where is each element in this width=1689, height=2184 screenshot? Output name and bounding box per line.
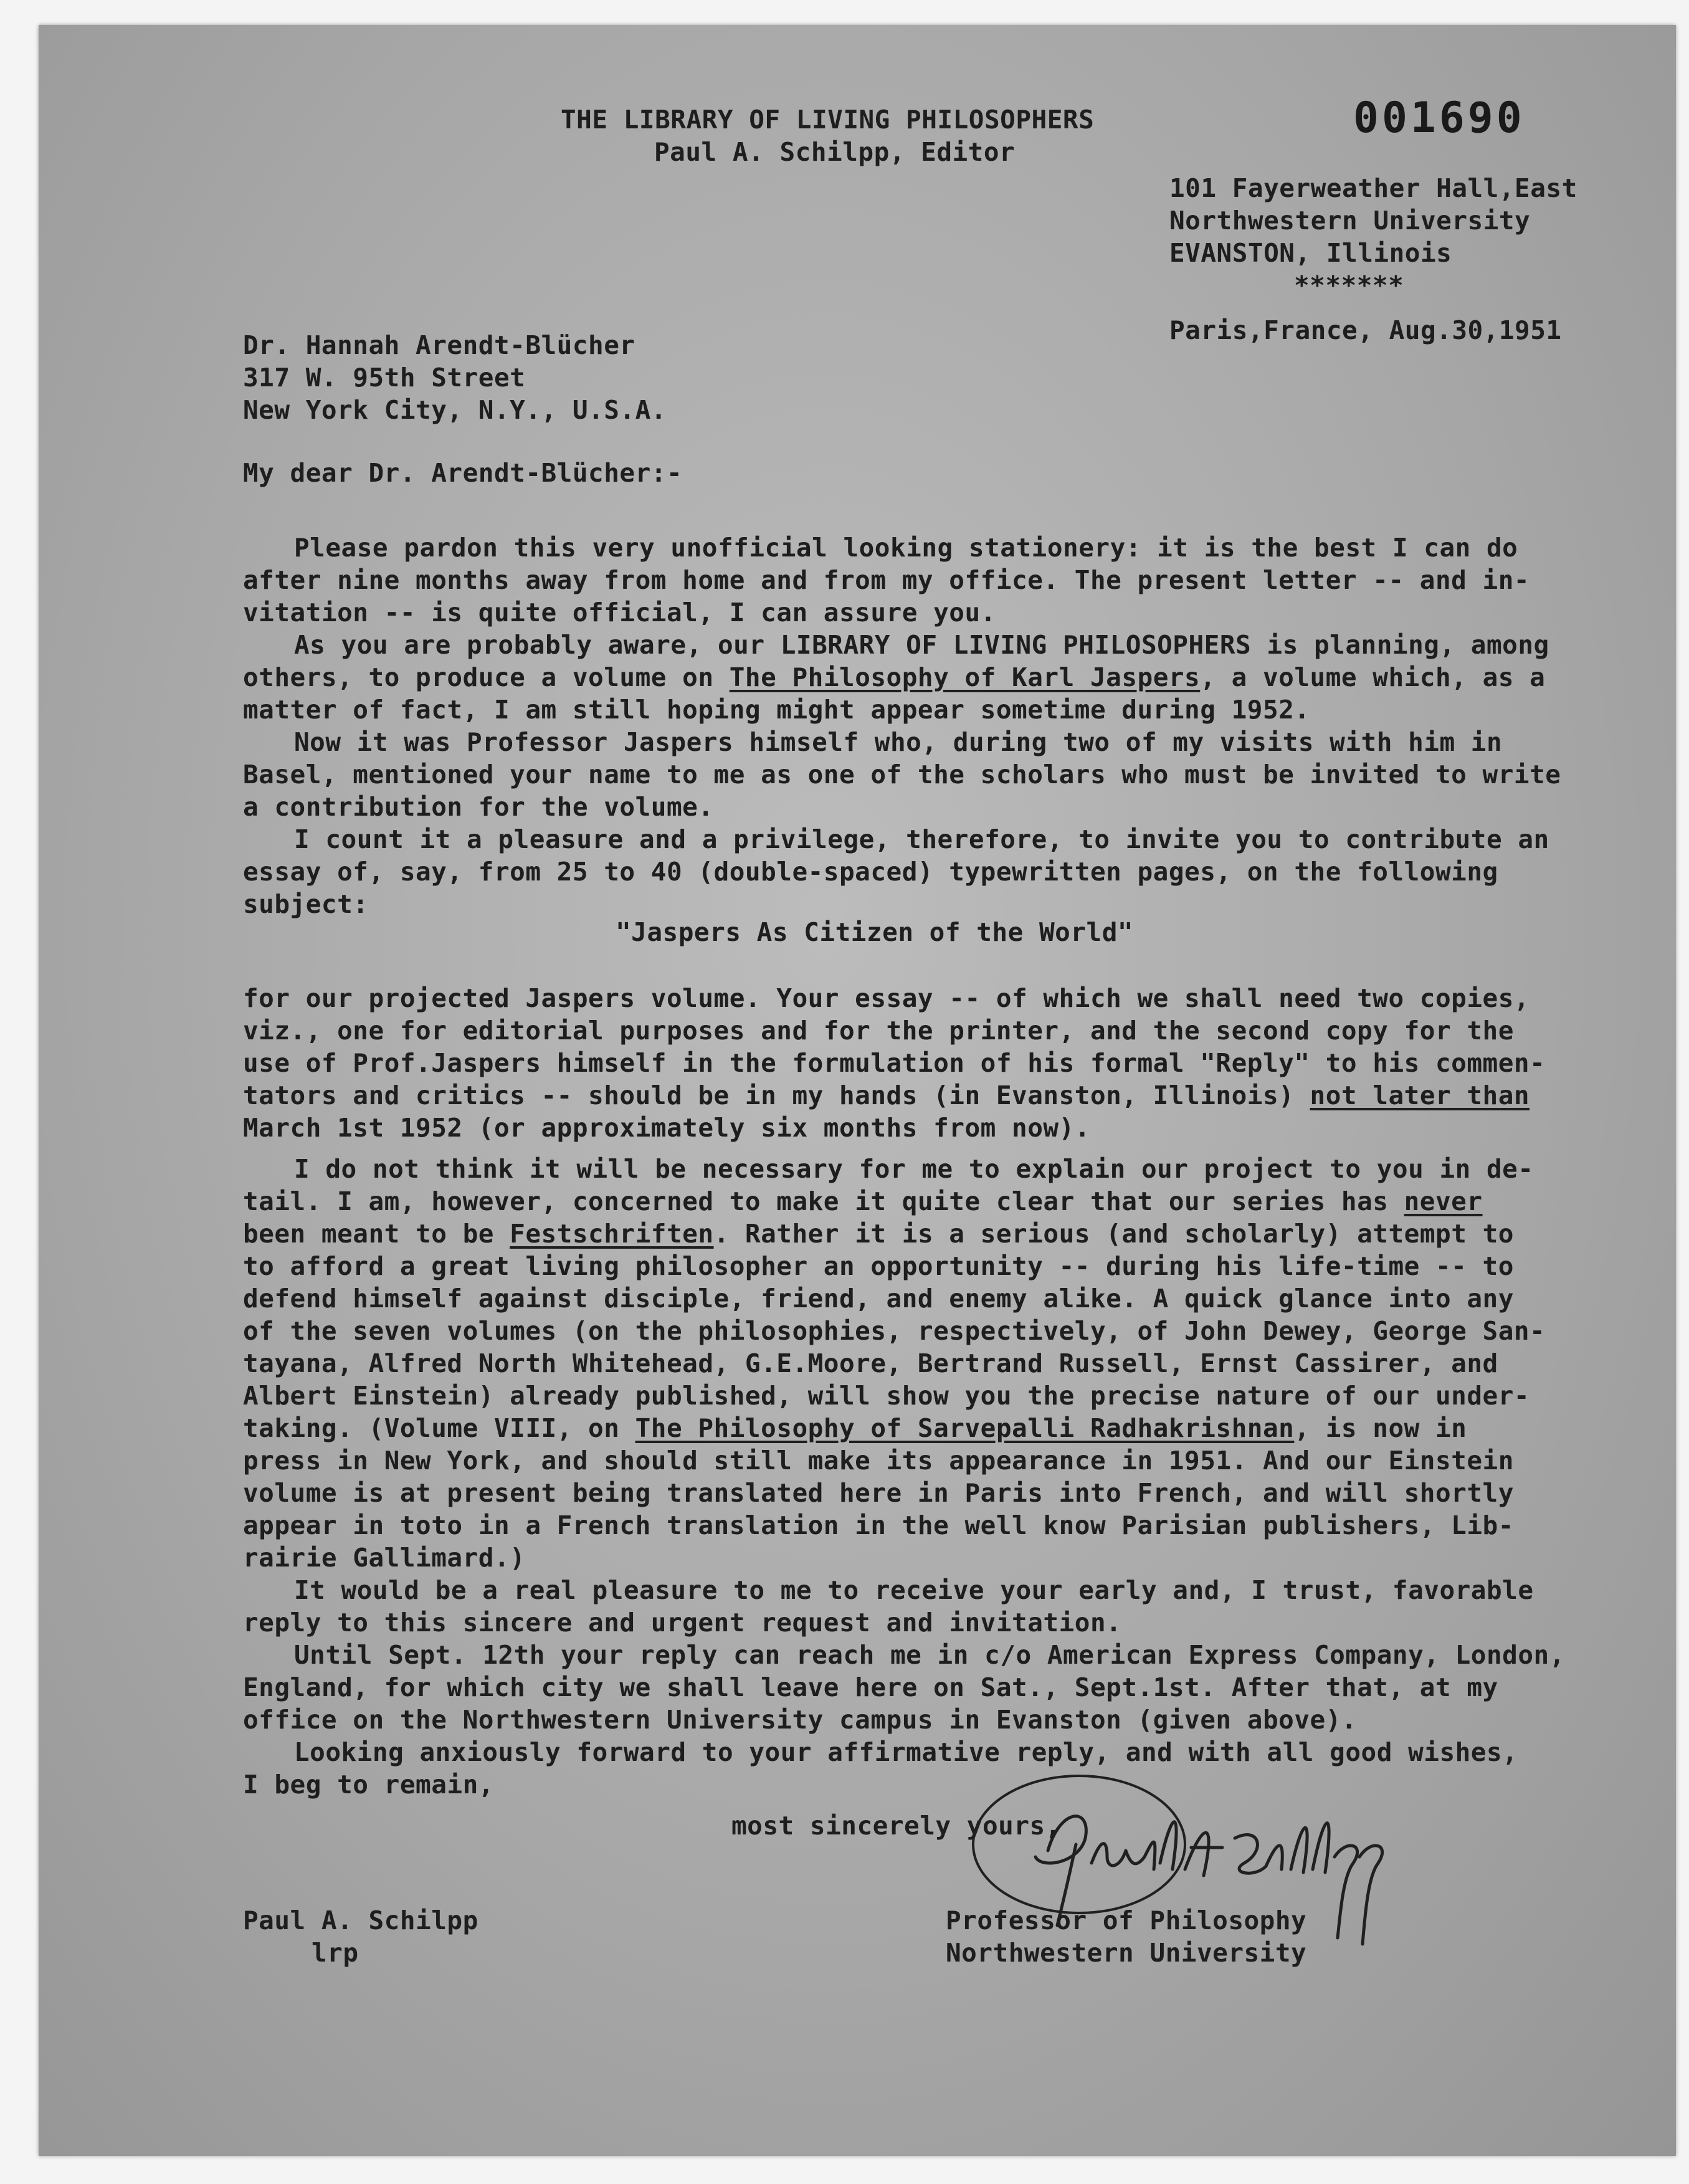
letter-page bbox=[39, 25, 1676, 2156]
text-segment: . Rather it is a serious (and scholarly) attempt to bbox=[713, 1219, 1514, 1249]
text-line: vitation -- is quite official, I can assure you. bbox=[243, 598, 996, 627]
text-line: of the seven volumes (on the philosophies, respectively, of John Dewey, George San- bbox=[243, 1316, 1546, 1346]
text-segment: taking. (Volume VIII, on bbox=[243, 1413, 635, 1443]
essay-title: "Jaspers As Citizen of the World" bbox=[616, 917, 1134, 947]
text-line: rairie Gallimard.) bbox=[243, 1543, 526, 1573]
text-line: appear in toto in a French translation in the well know Parisian publishers, Lib- bbox=[243, 1510, 1514, 1540]
letterhead-editor: Paul A. Schilpp, Editor bbox=[654, 137, 1016, 167]
text-line: matter of fact, I am still hoping might appear sometime during 1952. bbox=[243, 695, 1310, 725]
paragraph-4 bbox=[243, 823, 1549, 920]
paragraph-8 bbox=[243, 1639, 1565, 1736]
text-line: viz., one for editorial purposes and for the printer, and the second copy for the bbox=[243, 1016, 1514, 1046]
text-line: I beg to remain, bbox=[243, 1770, 494, 1800]
text-line: use of Prof.Jaspers himself in the formulation of his formal "Reply" to his commen- bbox=[243, 1048, 1546, 1078]
recipient-street: 317 W. 95th Street bbox=[243, 363, 526, 393]
text-line: essay of, say, from 25 to 40 (double-spaced) typewritten pages, on the following bbox=[243, 857, 1498, 887]
typed-name: Paul A. Schilpp bbox=[243, 1905, 478, 1935]
text-line: Albert Einstein) already published, will show you the precise nature of our under- bbox=[243, 1381, 1530, 1411]
text-line: As you are probably aware, our LIBRARY OF LIVING PHILOSOPHERS is planning, among bbox=[294, 630, 1549, 660]
paragraph-1 bbox=[243, 532, 1530, 629]
text-segment: tators and critics -- should be in my hands (in Evanston, Illinois) bbox=[243, 1080, 1310, 1110]
text-line: Looking anxiously forward to your affirmative reply, and with all good wishes, bbox=[294, 1737, 1518, 1767]
text-line: England, for which city we shall leave here on Sat., Sept.1st. After that, at my bbox=[243, 1672, 1498, 1702]
document-number: 001690 bbox=[1353, 93, 1525, 143]
text-line: I do not think it will be necessary for me to explain our project to you in de- bbox=[294, 1154, 1534, 1184]
deadline-emphasis: not later than bbox=[1310, 1080, 1530, 1110]
text-segment: tail. I am, however, concerned to make it quite clear that our series has bbox=[243, 1186, 1404, 1216]
paragraph-6 bbox=[243, 1153, 1545, 1574]
letterhead bbox=[561, 103, 1094, 168]
text-line: tayana, Alfred North Whitehead, G.E.Moore, Bertrand Russell, Ernst Cassirer, and bbox=[243, 1348, 1498, 1378]
text-line: It would be a real pleasure to me to receive your early and, I trust, favorable bbox=[294, 1575, 1534, 1605]
recipient-name: Dr. Hannah Arendt-Blücher bbox=[243, 330, 635, 360]
text-line: Basel, mentioned your name to me as one of the scholars who must be invited to write bbox=[243, 760, 1561, 789]
sender-address-line2: Northwestern University bbox=[1169, 206, 1531, 236]
signer-institution: Northwestern University bbox=[946, 1938, 1307, 1968]
text-line: Now it was Professor Jaspers himself who, during two of my visits with him in bbox=[294, 727, 1503, 757]
paragraph-5 bbox=[243, 982, 1545, 1144]
text-line bbox=[243, 661, 1549, 694]
text-line bbox=[243, 1218, 1545, 1250]
paragraph-2 bbox=[243, 629, 1549, 726]
address-separator: ******* bbox=[1294, 270, 1404, 300]
book-title-jaspers: The Philosophy of Karl Jaspers bbox=[729, 662, 1201, 692]
text-line: March 1st 1952 (or approximately six months from now). bbox=[243, 1113, 1090, 1143]
closing: most sincerely yours, bbox=[731, 1811, 1061, 1841]
festschriften-emphasis: Festschriften bbox=[510, 1219, 714, 1249]
signer-title: Professor of Philosophy bbox=[946, 1905, 1307, 1935]
text-segment: others, to produce a volume on bbox=[243, 662, 730, 692]
text-line: press in New York, and should still make its appearance in 1951. And our Einstein bbox=[243, 1446, 1514, 1476]
text-line bbox=[243, 1079, 1545, 1112]
text-line: reply to this sincere and urgent request and invitation. bbox=[243, 1608, 1122, 1638]
text-line: Until Sept. 12th your reply can reach me in c/o American Express Company, London, bbox=[294, 1640, 1565, 1670]
signer-title-block bbox=[946, 1904, 1306, 1969]
paragraph-3 bbox=[243, 726, 1561, 823]
text-segment: been meant to be bbox=[243, 1219, 510, 1249]
sender-address-line1: 101 Fayerweather Hall,East bbox=[1169, 173, 1577, 203]
typed-signature bbox=[243, 1904, 478, 1969]
text-line bbox=[243, 1412, 1545, 1444]
recipient-city: New York City, N.Y., U.S.A. bbox=[243, 395, 667, 425]
book-title-radhakrishnan: The Philosophy of Sarvepalli Radhakrishnan bbox=[635, 1413, 1295, 1443]
typist-initials: lrp bbox=[312, 1938, 359, 1968]
text-line bbox=[243, 1185, 1545, 1218]
place-date: Paris,France, Aug.30,1951 bbox=[1169, 315, 1562, 345]
text-line: Please pardon this very unofficial looking stationery: it is the best I can do bbox=[294, 533, 1518, 563]
text-line: subject: bbox=[243, 889, 369, 919]
text-line: to afford a great living philosopher an opportunity -- during his life-time -- to bbox=[243, 1251, 1514, 1281]
letterhead-title: THE LIBRARY OF LIVING PHILOSOPHERS bbox=[561, 105, 1095, 135]
text-line: office on the Northwestern University campus in Evanston (given above). bbox=[243, 1705, 1358, 1735]
text-line: a contribution for the volume. bbox=[243, 792, 714, 822]
text-line: volume is at present being translated here in Paris into French, and will shortly bbox=[243, 1478, 1514, 1508]
recipient-address bbox=[243, 329, 667, 426]
never-emphasis: never bbox=[1404, 1186, 1483, 1216]
paragraph-7 bbox=[243, 1574, 1534, 1639]
text-segment: , is now in bbox=[1294, 1413, 1467, 1443]
sender-address bbox=[1169, 172, 1577, 346]
text-line: defend himself against disciple, friend, and enemy alike. A quick glance into any bbox=[243, 1284, 1514, 1314]
text-line: I count it a pleasure and a privilege, therefore, to invite you to contribute an bbox=[294, 824, 1549, 854]
sender-address-line3: EVANSTON, Illinois bbox=[1169, 238, 1452, 268]
salutation: My dear Dr. Arendt-Blücher:- bbox=[243, 458, 683, 488]
text-segment: , a volume which, as a bbox=[1200, 662, 1546, 692]
text-line: for our projected Jaspers volume. Your essay -- of which we shall need two copies, bbox=[243, 983, 1530, 1013]
text-line: after nine months away from home and from my office. The present letter -- and in- bbox=[243, 565, 1530, 595]
